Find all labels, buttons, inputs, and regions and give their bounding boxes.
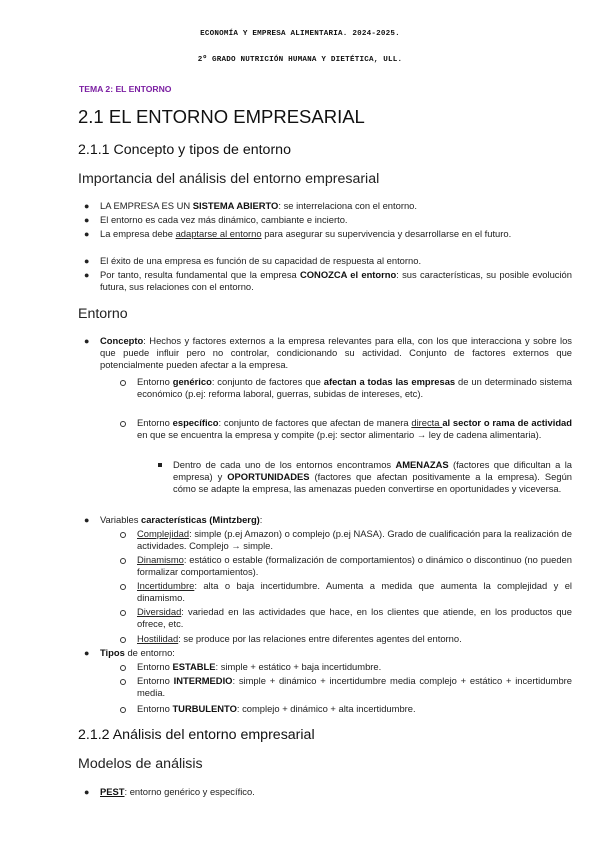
circle-bullet-icon (120, 558, 126, 564)
bullet-icon: ● (84, 515, 90, 525)
header-course-title: ECONOMÍA Y EMPRESA ALIMENTARIA. 2024-2025. (200, 30, 400, 38)
bullet-icon: ● (84, 336, 90, 346)
list-item: La empresa debe adaptarse al entorno para asegurar su supervivencia y desarrollarse en el futuro. (100, 228, 512, 239)
heading-3-entorno: Entorno (78, 306, 128, 322)
circle-bullet-icon (120, 532, 126, 538)
list-item-incertidumbre: Incertidumbre: alta o baja incertidumbre. Aumenta a medida que aumenta la complejidad y el dinamismo. (137, 580, 572, 603)
list-item-diversidad: Diversidad: variedad en las actividades que hace, en los clientes que atiende, en los productos que ofrece, etc. (137, 606, 572, 629)
circle-bullet-icon (120, 637, 126, 643)
heading-3-modelos: Modelos de análisis (78, 756, 203, 772)
list-item-intermedio: Entorno INTERMEDIO: simple + dinámico + incertidumbre media complejo + estático + incertidumbre media. (137, 675, 572, 698)
heading-2-concepto: 2.1.1 Concepto y tipos de entorno (78, 142, 291, 158)
tema-label: TEMA 2: EL ENTORNO (79, 84, 172, 94)
bullet-icon: ● (84, 256, 90, 266)
list-item-pest: PEST: entorno genérico y específico. (100, 786, 255, 797)
bullet-icon: ● (84, 648, 90, 658)
header-degree: 2º GRADO NUTRICIÓN HUMANA Y DIETÉTICA, ULL. (197, 56, 403, 64)
list-item-turbulento: Entorno TURBULENTO: complejo + dinámico + alta incertidumbre. (137, 703, 416, 714)
circle-bullet-icon (120, 421, 126, 427)
circle-bullet-icon (120, 584, 126, 590)
bullet-icon: ● (84, 201, 90, 211)
bullet-icon: ● (84, 215, 90, 225)
list-item-amenazas: Dentro de cada uno de los entornos encontramos AMENAZAS (factores que dificultan a la empresa) y OPORTUNIDADES (factores que afectan positivamente a la empresa). Según cómo se adapte la empresa, las amenazas pueden convertirse en oportunidades y viceversa. (173, 459, 572, 494)
list-item-tipos: Tipos de entorno: (100, 647, 175, 658)
list-item-estable: Entorno ESTABLE: simple + estático + baja incertidumbre. (137, 661, 382, 672)
heading-3-importancia: Importancia del análisis del entorno empresarial (78, 171, 380, 187)
square-bullet-icon (158, 463, 162, 467)
list-item-dinamismo: Dinamismo: estático o estable (formalización de comportamientos) o dinámico o discontinuo (no pueden formalizar comportamientos). (137, 554, 572, 577)
circle-bullet-icon (120, 679, 126, 685)
heading-1: 2.1 EL ENTORNO EMPRESARIAL (78, 106, 365, 127)
bullet-icon: ● (84, 229, 90, 239)
list-item-hostilidad: Hostilidad: se produce por las relaciones entre diferentes agentes del entorno. (137, 633, 462, 644)
list-item: Por tanto, resulta fundamental que la empresa CONOZCA el entorno: sus características, su posible evolución futura, sus relaciones con el entorno. (100, 269, 572, 292)
list-item: LA EMPRESA ES UN SISTEMA ABIERTO: se interrelaciona con el entorno. (100, 200, 417, 211)
circle-bullet-icon (120, 665, 126, 671)
bullet-icon: ● (84, 787, 90, 797)
list-item-generico: Entorno genérico: conjunto de factores que afectan a todas las empresas de un determinado sistema económico (p.ej: reforma laboral, guerras, subidas de intereses, etc). (137, 376, 572, 399)
list-item-especifico: Entorno específico: conjunto de factores que afectan de manera directa al sector o rama de actividad en que se encuentra la empresa y compite (p.ej: sector alimentario → ley de cadena alimentaria). (137, 417, 572, 440)
list-item: El entorno es cada vez más dinámico, cambiante e incierto. (100, 214, 348, 225)
bullet-icon: ● (84, 270, 90, 280)
heading-2-analisis: 2.1.2 Análisis del entorno empresarial (78, 727, 315, 743)
list-item-variables: Variables características (Mintzberg): (100, 514, 263, 525)
list-item: El éxito de una empresa es función de su capacidad de respuesta al entorno. (100, 255, 422, 266)
circle-bullet-icon (120, 610, 126, 616)
list-item-complejidad: Complejidad: simple (p.ej Amazon) o complejo (p.ej NASA). Grado de cualificación para la realización de actividades. Complejo → simple. (137, 528, 572, 551)
circle-bullet-icon (120, 380, 126, 386)
circle-bullet-icon (120, 707, 126, 713)
list-item-concepto: Concepto: Hechos y factores externos a la empresa relevantes para ella, con los que interacciona y sobre los que puede influir pero no controlar, condicionando su actividad. Conjunto de factores externos que potencialmente pueden afectar a la empresa. (100, 335, 572, 370)
